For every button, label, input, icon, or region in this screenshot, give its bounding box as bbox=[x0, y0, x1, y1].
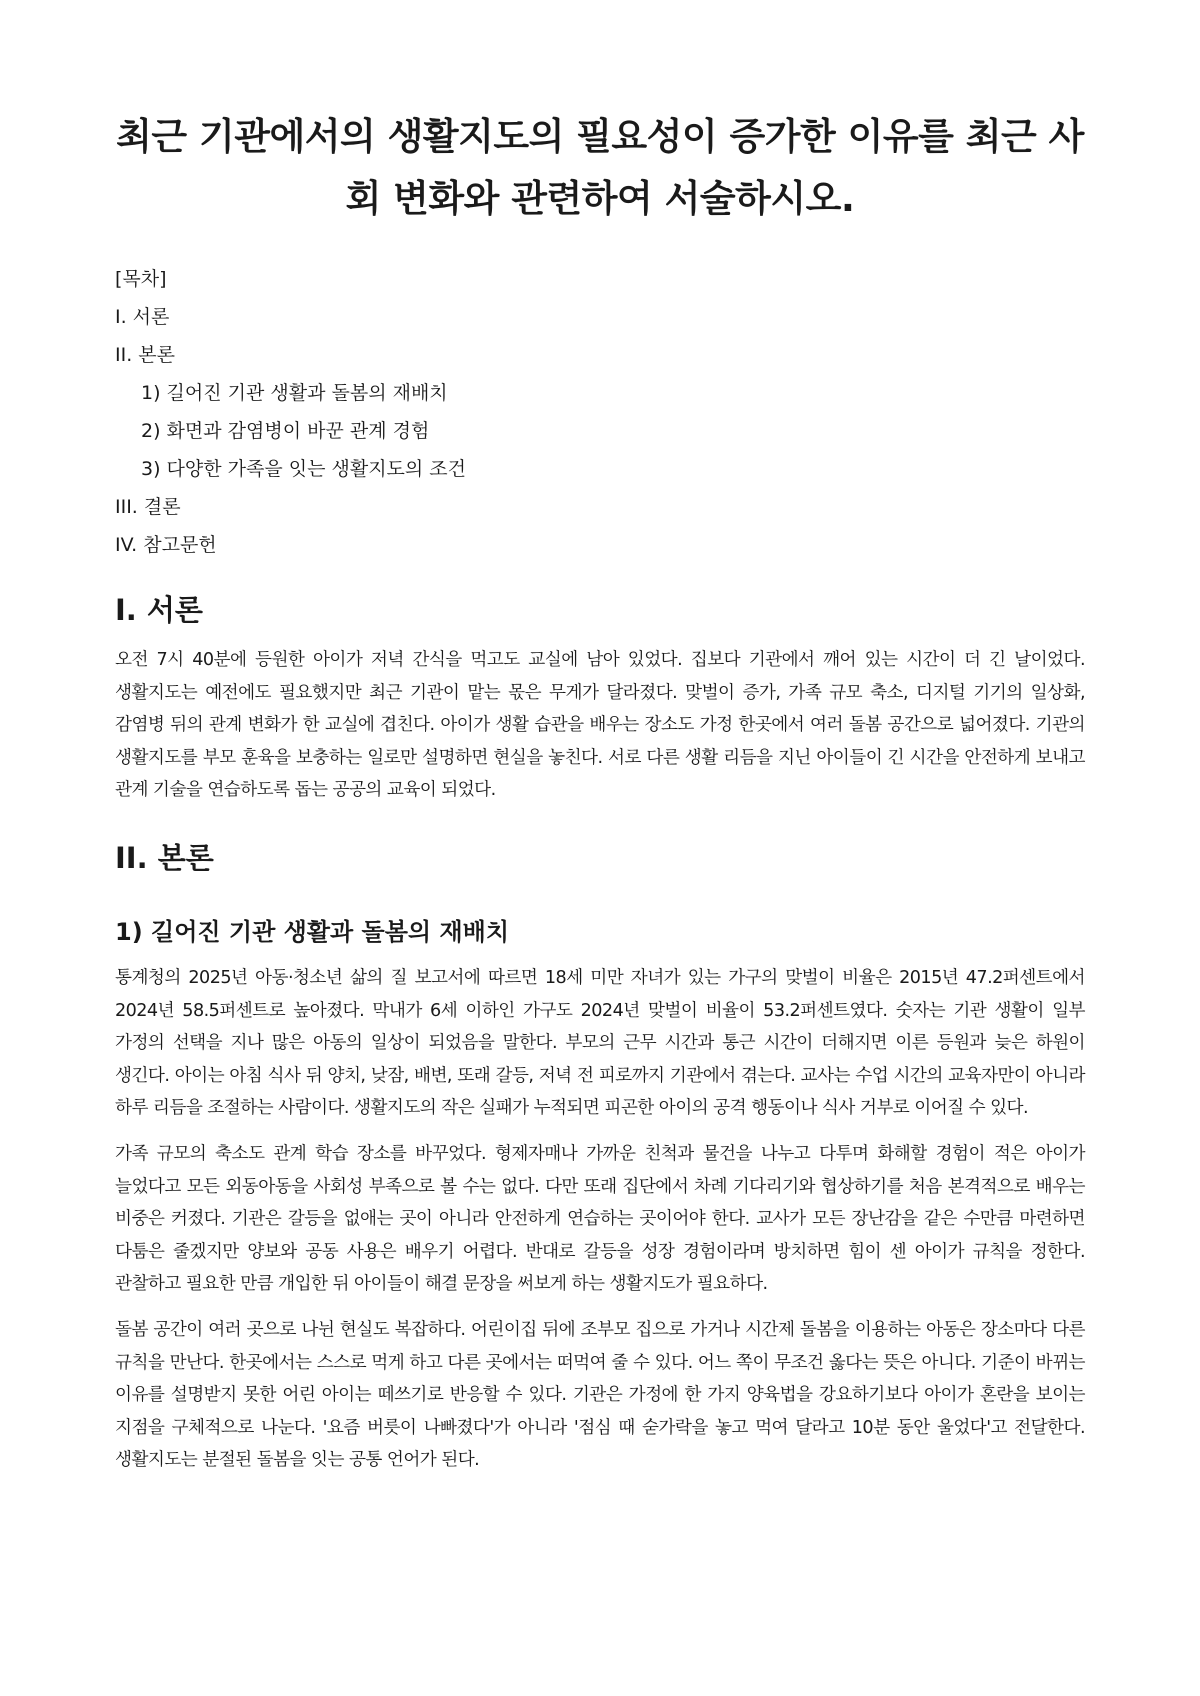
toc-item-body-3: 3) 다양한 가족을 잇는 생활지도의 조건 bbox=[141, 458, 467, 480]
section-1-paragraph-1: 통계청의 2025년 아동·청소년 삶의 질 보고서에 따르면 18세 미만 자녀가 있는 가구의 맞벌이 비율은 2015년 47.2퍼센트에서 2024년 58.5퍼센트로 높아졌다. 막내가 6세 이하인 가구도 2024년 맞벌이 비율이 53.2퍼센트였다. 숫자는 기관 생활이 일부 가정의 선택을 지나 많은 아동의 일상이 되었음을 말한다. 부모의 근무 시간과 통근 시간이 더해지면 이른 등원과 늦은 하원이 생긴다. 아이는 아침 식사 뒤 양치, 낮잠, 배변, 또래 갈등, 저녁 전 피로까지 기관에서 겪는다. 교사는 수업 시간의 교육자만이 아니라 하루 리듬을 조절하는 사람이다. 생활지도의 작은 실패가 누적되면 피곤한 아이의 공격 행동이나 식사 거부로 이어질 수 있다. bbox=[115, 967, 1085, 1119]
section-1-paragraph-3: 돌봄 공간이 여러 곳으로 나뉜 현실도 복잡하다. 어린이집 뒤에 조부모 집으로 가거나 시간제 돌봄을 이용하는 아동은 장소마다 다른 규칙을 만난다. 한곳에서는 스스로 먹게 하고 다른 곳에서는 떠먹여 줄 수 있다. 어느 쪽이 무조건 옳다는 뜻은 아니다. 기준이 바뀌는 이유를 설명받지 못한 어린 아이는 떼쓰기로 반응할 수 있다. 기관은 가정에 한 가지 양육법을 강요하기보다 아이가 혼란을 보이는 지점을 구체적으로 나눈다. '요즘 버릇이 나빠졌다'가 아니라 '점심 때 숟가락을 놓고 먹여 달라고 10분 동안 울었다'고 전달한다. 생활지도는 분절된 돌봄을 잇는 공통 언어가 된다. bbox=[115, 1319, 1085, 1471]
toc-item-body-1: 1) 길어진 기관 생활과 돌봄의 재배치 bbox=[141, 382, 448, 404]
toc-heading: [목차] bbox=[115, 268, 167, 290]
table-of-contents bbox=[115, 260, 1085, 564]
toc-item-body-2: 2) 화면과 감염병이 바꾼 관계 경험 bbox=[141, 420, 430, 442]
toc-item-references: IV. 참고문헌 bbox=[115, 534, 217, 556]
section-1-heading: 1) 길어진 기관 생활과 돌봄의 재배치 bbox=[115, 917, 510, 946]
document-title: 최근 기관에서의 생활지도의 필요성이 증가한 이유를 최근 사회 변화와 관련하여 서술하시오. bbox=[116, 115, 1084, 220]
intro-paragraph: 오전 7시 40분에 등원한 아이가 저녁 간식을 먹고도 교실에 남아 있었다. 집보다 기관에서 깨어 있는 시간이 더 긴 날이었다. 생활지도는 예전에도 필요했지만 최근 기관이 맡는 몫은 무게가 달라졌다. 맞벌이 증가, 가족 규모 축소, 디지털 기기의 일상화, 감염병 뒤의 관계 변화가 한 교실에 겹친다. 아이가 생활 습관을 배우는 장소도 가정 한곳에서 여러 돌봄 공간으로 넓어졌다. 기관의 생활지도를 부모 훈육을 보충하는 일로만 설명하면 현실을 놓친다. 서로 다른 생활 리듬을 지닌 아이들이 긴 시간을 안전하게 보내고 관계 기술을 연습하도록 돕는 공공의 교육이 되었다. bbox=[115, 650, 1085, 801]
toc-item-conclusion: III. 결론 bbox=[115, 496, 181, 518]
toc-item-body: II. 본론 bbox=[115, 344, 175, 366]
toc-item-intro: I. 서론 bbox=[115, 306, 170, 328]
body-heading: II. 본론 bbox=[115, 840, 214, 875]
section-1-paragraph-2: 가족 규모의 축소도 관계 학습 장소를 바꾸었다. 형제자매나 가까운 친척과 물건을 나누고 다투며 화해할 경험이 적은 아이가 늘었다고 모든 외동아동을 사회성 부족으로 볼 수는 없다. 다만 또래 집단에서 차례 기다리기와 협상하기를 처음 본격적으로 배우는 비중은 커졌다. 기관은 갈등을 없애는 곳이 아니라 안전하게 연습하는 곳이어야 한다. 교사가 모든 장난감을 같은 수만큼 마련하면 다툼은 줄겠지만 양보와 공동 사용은 배우기 어렵다. 반대로 갈등을 성장 경험이라며 방치하면 힘이 센 아이가 규칙을 정한다. 관찰하고 필요한 만큼 개입한 뒤 아이들이 해결 문장을 써보게 하는 생활지도가 필요하다. bbox=[115, 1143, 1085, 1295]
intro-heading: I. 서론 bbox=[115, 593, 203, 627]
